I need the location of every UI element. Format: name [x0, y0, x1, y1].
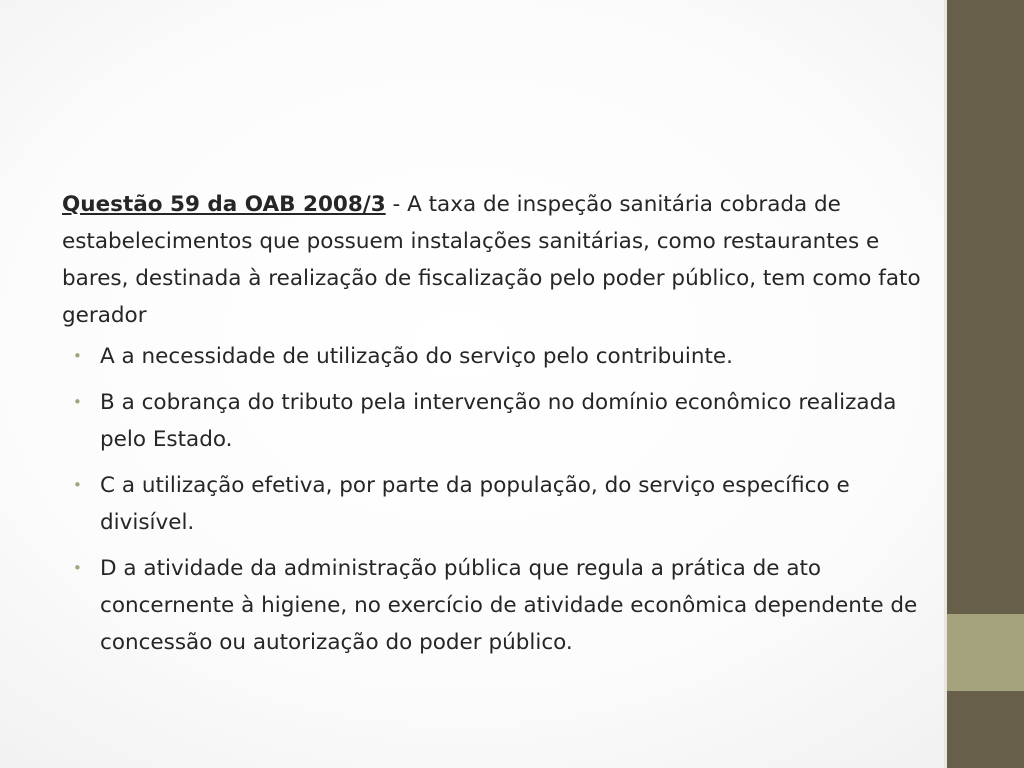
answer-option-text: B a cobrança do tributo pela intervenção no domínio econômico realizada pelo Estado. — [100, 390, 897, 452]
answer-option-text: C a utilização efetiva, por parte da população, do serviço específico e divisível. — [100, 473, 850, 535]
answer-option-text: D a atividade da administração pública que regula a prática de ato concernente à higiene, no exercício de atividade econômica dependente de concessão ou autorização do poder público. — [100, 556, 918, 655]
question-title: Questão 59 da OAB 2008/3 — [62, 192, 386, 217]
question-body: - A taxa de inspeção sanitária cobrada de estabelecimentos que possuem instalações sanitárias, como restaurantes e bares, destinada à realização de fiscalização pelo poder público, tem como fato gerador — [62, 192, 921, 328]
answer-option-b — [62, 384, 922, 458]
answer-option-d — [62, 550, 922, 661]
answer-option-a — [62, 338, 922, 375]
answer-option-text: A a necessidade de utilização do serviço pelo contribuinte. — [100, 344, 733, 369]
bullet-dot-icon: • — [73, 559, 82, 577]
slide-content — [62, 186, 922, 670]
bullet-dot-icon: • — [73, 347, 82, 365]
question-paragraph — [62, 186, 922, 334]
answer-options-list — [62, 338, 922, 661]
bullet-dot-icon: • — [73, 476, 82, 494]
answer-option-c — [62, 467, 922, 541]
bullet-dot-icon: • — [73, 393, 82, 411]
sidebar-accent-block — [947, 614, 1024, 691]
